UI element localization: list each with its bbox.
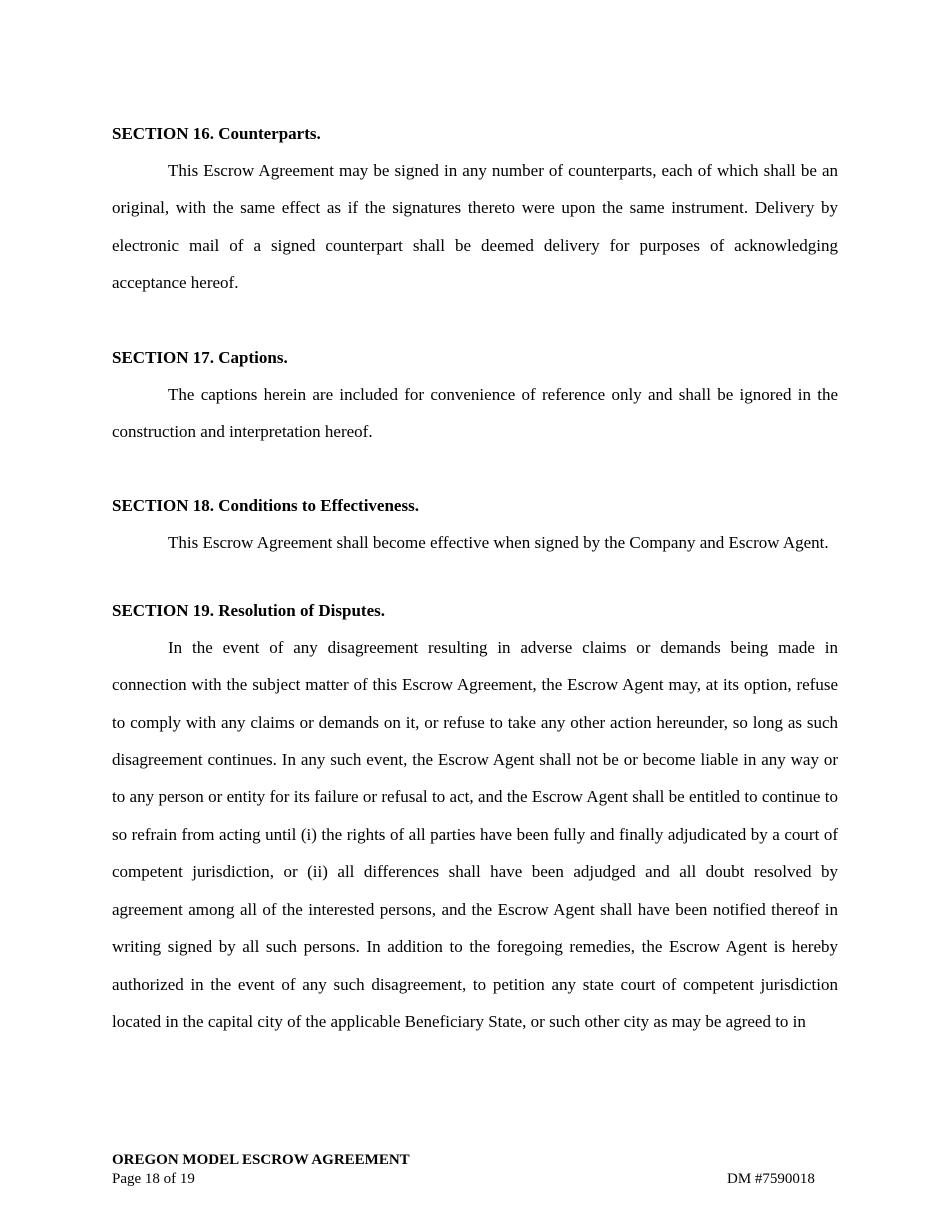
section-17 (112, 339, 838, 451)
section-18 (112, 487, 838, 561)
section-16 (112, 115, 838, 302)
section-paragraph: The captions herein are included for convenience of reference only and shall be ignored in the construction and interpretation hereof. (112, 384, 838, 442)
section-19 (112, 592, 838, 1040)
page-number: Page 18 of 19 (112, 1171, 195, 1187)
section-heading: SECTION 17. Captions. (112, 347, 288, 367)
footer-title: OREGON MODEL ESCROW AGREEMENT (112, 1152, 410, 1168)
section-heading: SECTION 16. Counterparts. (112, 124, 321, 143)
section-paragraph: This Escrow Agreement shall become effective when signed by the Company and Escrow Agent. (168, 533, 829, 553)
document-id: DM #7590018 (727, 1171, 815, 1187)
section-paragraph: In the event of any disagreement resulting in adverse claims or demands being made in connection with the subject matter of this Escrow Agreement, the Escrow Agent may, at its option, refuse to comply with any claims or demands on it, or refuse to take any other action hereunder, so long as such disagreement continues. In any such event, the Escrow Agent shall not be or become liable in any way or to any person or entity for its failure or refusal to act, and the Escrow Agent shall be entitled to continue to so refrain from acting until (i) the rights of all parties have been fully and finally adjudicated by a court of competent jurisdiction, or (ii) all differences shall have been adjudged and all doubt resolved by agreement among all of the interested persons, and the Escrow Agent shall have been notified thereof in writing signed by all such persons. In addition to the foregoing remedies, the Escrow Agent is hereby authorized in the event of any such disagreement, to petition any state court of competent jurisdiction located in the capital city of the applicable Beneficiary State, or such other city as may be agreed to in (112, 637, 838, 1031)
section-heading: SECTION 19. Resolution of Disputes. (112, 600, 385, 620)
document-body (112, 115, 838, 1040)
section-paragraph: This Escrow Agreement may be signed in any number of counterparts, each of which shall be an original, with the same effect as if the signatures thereto were upon the same instrument. Delivery by electronic mail of a signed counterpart shall be deemed delivery for purposes of acknowledging acceptance hereof. (112, 161, 838, 293)
footer (112, 1151, 410, 1189)
section-heading: SECTION 18. Conditions to Effectiveness. (112, 496, 419, 516)
